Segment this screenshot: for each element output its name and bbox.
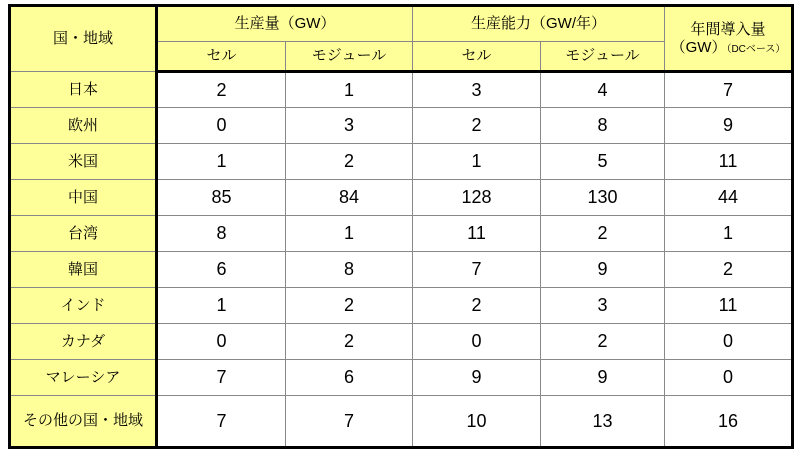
value-cell: 7 [157, 360, 286, 396]
value-cell: 1 [286, 72, 413, 108]
value-cell: 7 [286, 396, 413, 448]
value-cell: 2 [413, 108, 541, 144]
value-cell: 0 [665, 324, 793, 360]
value-cell: 0 [157, 324, 286, 360]
region-cell: カナダ [10, 324, 157, 360]
subheader-capacity-module: モジュール [541, 42, 665, 72]
value-cell: 1 [286, 216, 413, 252]
region-cell: 欧州 [10, 108, 157, 144]
value-cell: 5 [541, 144, 665, 180]
value-cell: 3 [413, 72, 541, 108]
region-cell: マレーシア [10, 360, 157, 396]
region-cell: 米国 [10, 144, 157, 180]
table-row [10, 360, 793, 396]
subheader-capacity-cell: セル [413, 42, 541, 72]
table-row [10, 324, 793, 360]
region-cell: 日本 [10, 72, 157, 108]
table-body [10, 72, 793, 448]
value-cell: 3 [286, 108, 413, 144]
annual-install-header-main: 年間導入量（GW） [670, 20, 766, 56]
value-cell: 0 [413, 324, 541, 360]
table-row [10, 396, 793, 448]
value-cell: 1 [157, 144, 286, 180]
value-cell: 0 [665, 360, 793, 396]
value-cell: 0 [157, 108, 286, 144]
table-row [10, 216, 793, 252]
value-cell: 7 [413, 252, 541, 288]
pv-production-table [8, 4, 794, 449]
pv-production-table-wrap [8, 4, 794, 449]
table-row [10, 252, 793, 288]
value-cell: 13 [541, 396, 665, 448]
value-cell: 3 [541, 288, 665, 324]
region-cell: その他の国・地域 [10, 396, 157, 448]
value-cell: 2 [157, 72, 286, 108]
corner-header-cell: 国・地域 [10, 6, 157, 72]
region-cell: 中国 [10, 180, 157, 216]
value-cell: 6 [157, 252, 286, 288]
table-row [10, 180, 793, 216]
value-cell: 9 [541, 252, 665, 288]
value-cell: 4 [541, 72, 665, 108]
value-cell: 16 [665, 396, 793, 448]
value-cell: 8 [541, 108, 665, 144]
value-cell: 1 [665, 216, 793, 252]
annual-install-header-cell [665, 6, 793, 72]
value-cell: 9 [413, 360, 541, 396]
value-cell: 1 [157, 288, 286, 324]
value-cell: 1 [413, 144, 541, 180]
value-cell: 2 [665, 252, 793, 288]
value-cell: 2 [286, 324, 413, 360]
value-cell: 2 [541, 324, 665, 360]
value-cell: 7 [157, 396, 286, 448]
value-cell: 11 [665, 144, 793, 180]
value-cell: 9 [541, 360, 665, 396]
value-cell: 2 [413, 288, 541, 324]
group-header-capacity: 生産能力（GW/年） [413, 6, 665, 42]
group-header-production: 生産量（GW） [157, 6, 413, 42]
value-cell: 2 [286, 144, 413, 180]
value-cell: 9 [665, 108, 793, 144]
table-row [10, 108, 793, 144]
table-header [10, 6, 793, 72]
value-cell: 128 [413, 180, 541, 216]
value-cell: 10 [413, 396, 541, 448]
table-row [10, 144, 793, 180]
table-row [10, 288, 793, 324]
value-cell: 2 [286, 288, 413, 324]
value-cell: 11 [665, 288, 793, 324]
table-row [10, 72, 793, 108]
subheader-production-module: モジュール [286, 42, 413, 72]
region-cell: 韓国 [10, 252, 157, 288]
value-cell: 84 [286, 180, 413, 216]
annual-install-header-note: （DCベース） [726, 43, 786, 55]
region-cell: 台湾 [10, 216, 157, 252]
value-cell: 44 [665, 180, 793, 216]
value-cell: 8 [286, 252, 413, 288]
value-cell: 85 [157, 180, 286, 216]
value-cell: 2 [541, 216, 665, 252]
value-cell: 6 [286, 360, 413, 396]
group-header-row [10, 6, 793, 42]
value-cell: 7 [665, 72, 793, 108]
value-cell: 11 [413, 216, 541, 252]
value-cell: 8 [157, 216, 286, 252]
value-cell: 130 [541, 180, 665, 216]
subheader-production-cell: セル [157, 42, 286, 72]
region-cell: インド [10, 288, 157, 324]
